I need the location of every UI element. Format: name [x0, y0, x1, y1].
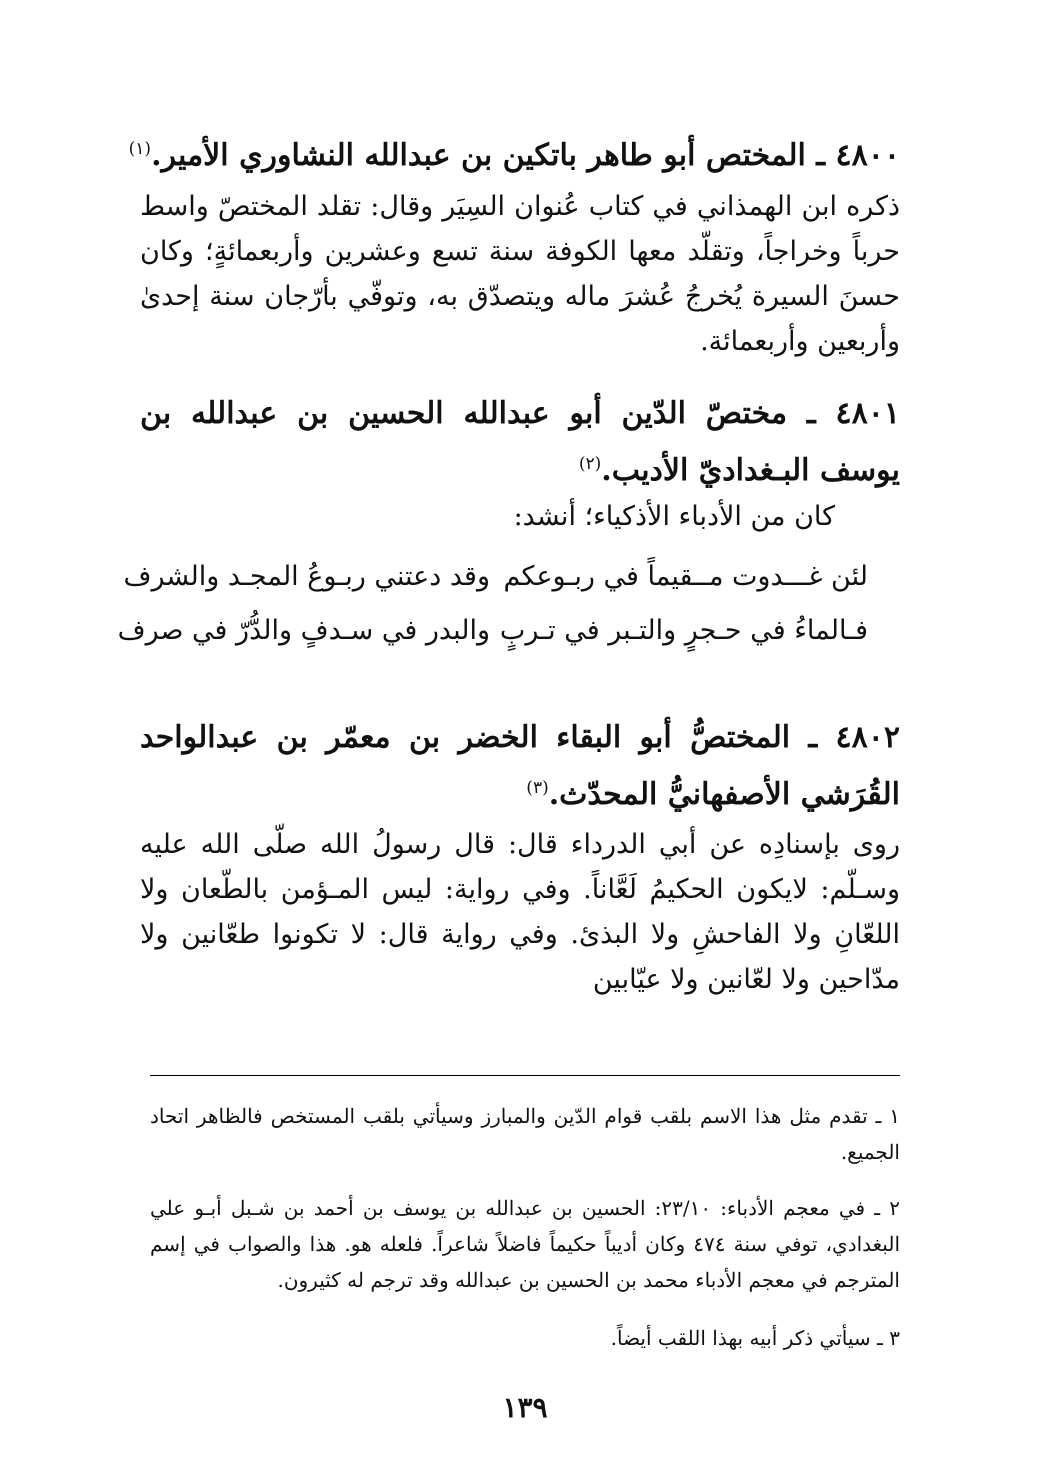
entry-4802-body: روى بإسنادِه عن أبي الدرداء قال: قال رسولُ الله صلّى الله عليه وسـلّم: لايكون الحكيمُ لَعَّاناً. وفي رواية: ليس المـؤمن بالطّعان ولا اللعّانِ ولا الفاحشِ ولا البذئ. وفي رواية قال: لا تكونوا طعّانين ولا مدّاحين ولا لعّانين ولا عيّابين [140, 829, 900, 995]
entry-4802-title: ٤٨٠٢ ـ المختصُّ أبو البقاء الخضر بن معمّر بن عبدالواحد القُرَشي الأصفهانيُّ المحدّث. [140, 720, 900, 812]
entry-4801-heading [140, 389, 900, 496]
footnote-ref-2: (٢) [578, 454, 602, 474]
entry-4801-title: ٤٨٠١ ـ مختصّ الدّين أبو عبدالله الحسين بن عبدالله بن يوسف البـغداديّ الأديب. [140, 396, 900, 488]
entry-4800-body: ذكره ابن الهمذاني في كتاب عُنوان السِيَر وقال: تقلد المختصّ واسط حرباً وخراجاً، وتقلّد معها الكوفة سنة تسع وعشرين وأربعمائةٍ؛ وكان حسنَ السيرة يُخرجُ عُشرَ ماله ويتصدّق به، وتوفّي بأرّجان سنة إحدىٰ وأربعين وأربعمائة. [140, 191, 900, 357]
entry-4800-title: ٤٨٠٠ ـ المختص أبو طاهر باتكين بن عبدالله النشاوري الأمير. [151, 138, 900, 173]
footnote-ref-1: (١) [128, 139, 152, 159]
verse-1-first-hemistich: لئن غـــدوت مــقيماً في ربـوعكم [503, 561, 868, 592]
footnote-separator [150, 1075, 900, 1076]
entry-4802-heading [140, 713, 900, 820]
footnote-1: ١ ـ تقدم مثل هذا الاسم بلقب قوام الدّين والمبارز وسيأتي بلقب المستخص فالظاهر اتحاد الجميع. [150, 1104, 900, 1164]
verse-2-first-hemistich: فـالماءُ في حـجرٍ والتـبر في تـربٍ [499, 615, 868, 646]
page-number: ١٣٩ [502, 1391, 548, 1424]
footnote-ref-3: (٣) [526, 778, 549, 798]
entry-4801-intro: كان من الأدباء الأذكياء؛ أنشد: [513, 501, 835, 532]
entry-4800-heading [128, 124, 900, 181]
verse-2-second-hemistich: والبدر في سـدفٍ والدُّرّ في صرف [117, 615, 490, 646]
verse-line-2 [117, 608, 900, 653]
verse-line-1 [123, 554, 900, 599]
footnote-2: ٢ ـ في معجم الأدباء: ٢٣/١٠: الحسين بن عبدالله بن يوسف بن أحمد بن شـبل أبـو علي البغدادي، توفي سنة ٤٧٤ وكان أديباً حكيماً فاضلاً شاعراً. فلعله هو. هذا والصواب في إسم المترجم في معجم الأدباء محمد بن الحسين بن عبدالله وقد ترجم له كثيرون. [150, 1196, 900, 1292]
footnote-3: ٣ ـ سيأتي ذكر أبيه بهذا اللقب أيضاً. [610, 1326, 900, 1350]
verse-1-second-hemistich: وقد دعتني ربـوعُ المجـد والشرف [123, 561, 490, 592]
